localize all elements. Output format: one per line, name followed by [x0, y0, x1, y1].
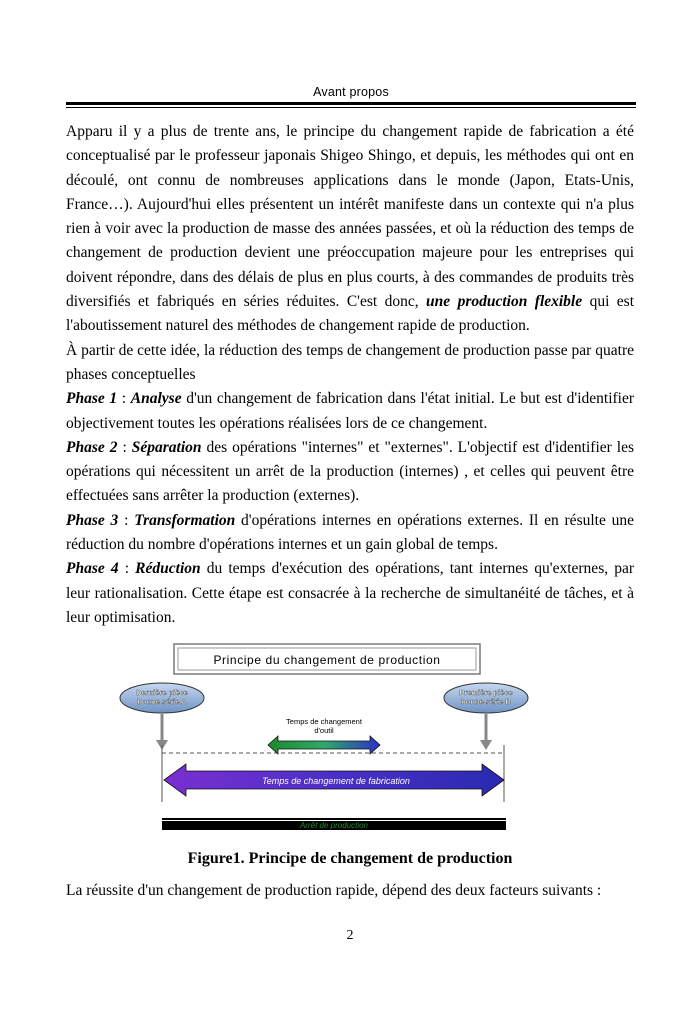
phase-text: des opérations "internes" et "externes". L'objectif est d'identifier les opérations qui nécessitent un arrêt de la production (internes) , et celles qui peuvent être effectuées sans arrêter la production (externes). — [66, 438, 634, 505]
phase-name: Analyse — [130, 390, 182, 408]
phase-sep: : — [117, 438, 132, 456]
phase-name: Séparation — [131, 438, 202, 456]
phase-label: Phase 4 — [66, 560, 119, 578]
phase-sep: : — [117, 390, 131, 408]
header-rule-thin — [66, 107, 636, 108]
running-header: Avant propos — [313, 85, 389, 99]
phase-sep: : — [118, 511, 135, 529]
phase-1 — [66, 387, 634, 436]
phase-label: Phase 2 — [66, 438, 118, 456]
body-text — [66, 120, 634, 630]
left-badge-line1: Dernière pièce — [136, 688, 188, 697]
production-change-diagram — [116, 642, 536, 832]
phase-name: Transformation — [134, 511, 236, 529]
after-paragraph: La réussite d'un changement de production rapide, dépend des deux facteurs suivants : — [66, 882, 602, 899]
tool-change-label-1: Temps de changement — [286, 717, 362, 726]
phase-3 — [66, 509, 634, 558]
phase-name: Réduction — [135, 560, 201, 578]
production-stop-label: Arrêt de production — [299, 821, 369, 830]
right-arrow-head — [480, 740, 492, 750]
after-text — [66, 879, 634, 903]
intro-end: qui est l'aboutissement naturel des méthodes de changement rapide de production. — [66, 293, 635, 335]
transition-paragraph: À partir de cette idée, la réduction des temps de changement de production passe par quatre phases conceptuelles — [66, 341, 634, 383]
phase-text: d'un changement de fabrication dans l'état initial. Le but est d'identifier objectivement toutes les opérations réalisées lors de ce changement. — [66, 390, 635, 432]
phase-text: d'opérations internes en opérations externes. Il en résulte une réduction du nombre d'opérations internes et un gain global de temps. — [66, 511, 635, 554]
left-badge-line2: bonne série A — [137, 697, 187, 706]
phase-2 — [66, 436, 634, 509]
phase-4 — [66, 557, 634, 630]
fabrication-change-label: Temps de changement de fabrication — [262, 776, 410, 786]
intro-text: Apparu il y a plus de trente ans, le principe du changement rapide de fabrication a été conceptualisé par le professeur japonais Shigeo Shingo, et depuis, les méthodes qui ont en découlé, ont connu de nombreuses applications dans le monde (Japon, Etats-Unis, France…). Aujourd'hui elles présentent un intérêt manifeste dans un contexte qui n'a plus rien à voir avec la production de masse des années passées, et où la réduction des temps de changement de production devient une préoccupation majeure pour les entreprises qui doivent répondre, dans des délais de plus en plus courts, à des commandes de produits très diversifiés et fabriqués en séries réduites. C'est donc, — [66, 123, 634, 311]
right-badge-line2: bonne série B — [461, 697, 511, 706]
intro-emphasis: une production flexible — [426, 293, 583, 311]
tool-change-label-2: d'outil — [314, 726, 334, 735]
stop-bar-top — [162, 818, 506, 820]
phase-label: Phase 1 — [66, 390, 118, 408]
right-badge-line1: Première pièce — [459, 688, 513, 697]
phase-label: Phase 3 — [66, 511, 119, 529]
tool-change-arrow — [268, 736, 380, 754]
diagram-title: Principe du changement de production — [213, 653, 441, 667]
figure-caption: Figure1. Principe de changement de production — [187, 850, 513, 867]
page-number: 2 — [346, 928, 354, 943]
intro-paragraph — [66, 120, 634, 339]
phase-sep: : — [118, 560, 136, 578]
header-rule-thick — [66, 102, 636, 105]
phase-text: du temps d'exécution des opérations, tant internes qu'externes, par leur rationalisation. Cette étape est consacrée à la recherche de simultanéité de tâches, et à leur optimisation. — [66, 560, 635, 626]
